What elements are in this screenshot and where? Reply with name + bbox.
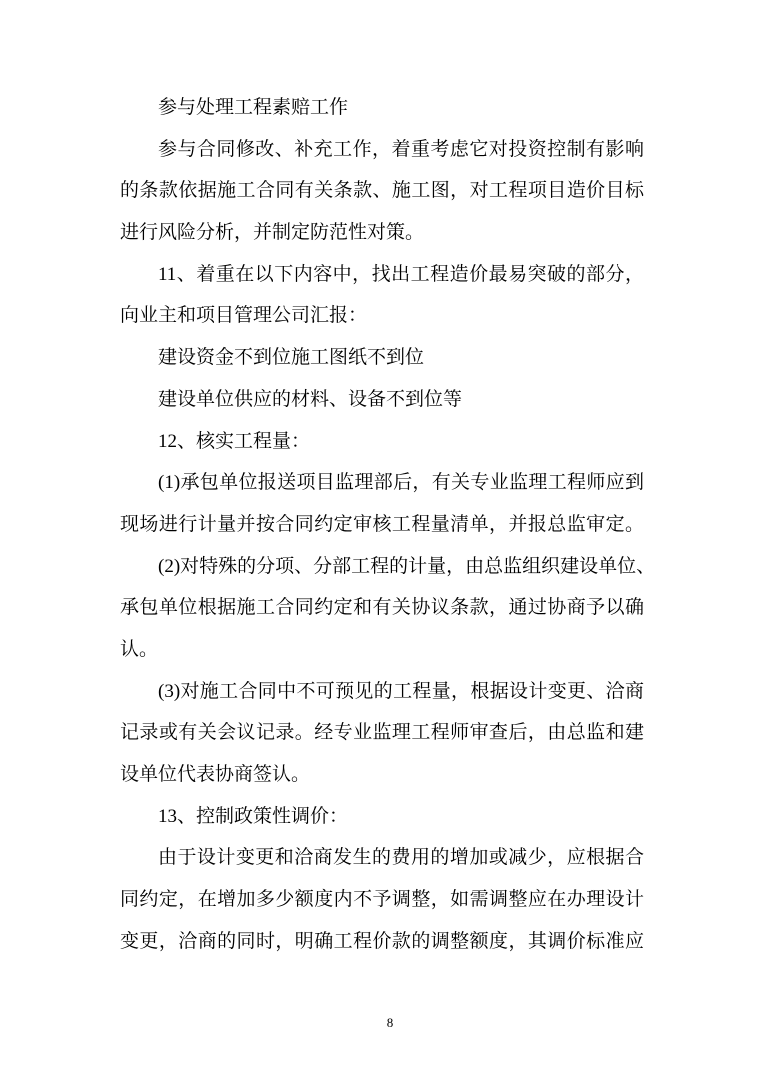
text-line: 进行风险分析，并制定防范性对策。 xyxy=(120,222,425,244)
text-line: 同约定，在增加多少额度内不予调整，如需调整应在办理设计 xyxy=(120,889,644,911)
text-line: (2)对特殊的分项、分部工程的计量，由总监组织建设单位、 xyxy=(158,555,656,577)
text-line: 参与处理工程素赔工作 xyxy=(158,97,349,118)
document-body xyxy=(120,87,656,962)
text-line: 13、控制政策性调价： xyxy=(158,805,349,827)
text-line: (1)承包单位报送项目监理部后，有关专业监理工程师应到 xyxy=(158,472,644,494)
text-line: 建设资金不到位施工图纸不到位 xyxy=(158,347,425,369)
text-line: 设单位代表协商签认。 xyxy=(120,764,311,785)
text-line: 记录或有关会议记录。经专业监理工程师审查后，由总监和建 xyxy=(120,722,644,744)
text-line: 承包单位根据施工合同约定和有关协议条款，通过协商予以确 xyxy=(120,597,644,619)
text-line: 的条款依据施工合同有关条款、施工图，对工程项目造价目标 xyxy=(120,180,644,202)
text-line: 参与合同修改、补充工作，着重考虑它对投资控制有影响 xyxy=(158,138,644,160)
text-line: 认。 xyxy=(120,638,159,660)
text-line: 建设单位供应的材料、设备不到位等 xyxy=(158,388,463,410)
text-line: 由于设计变更和洽商发生的费用的增加或减少，应根据合 xyxy=(158,847,644,869)
text-line: (3)对施工合同中不可预见的工程量，根据设计变更、洽商 xyxy=(158,680,644,702)
text-line: 向业主和项目管理公司汇报： xyxy=(120,305,368,327)
text-line: 现场进行计量并按合同约定审核工程量清单，并报总监审定。 xyxy=(120,513,644,535)
page-number: 8 xyxy=(386,1015,394,1030)
text-line: 12、核实工程量： xyxy=(158,430,311,452)
text-line: 变更，洽商的同时，明确工程价款的调整额度，其调价标准应 xyxy=(120,930,644,952)
text-line: 11、着重在以下内容中，找出工程造价最易突破的部分， xyxy=(158,263,644,285)
